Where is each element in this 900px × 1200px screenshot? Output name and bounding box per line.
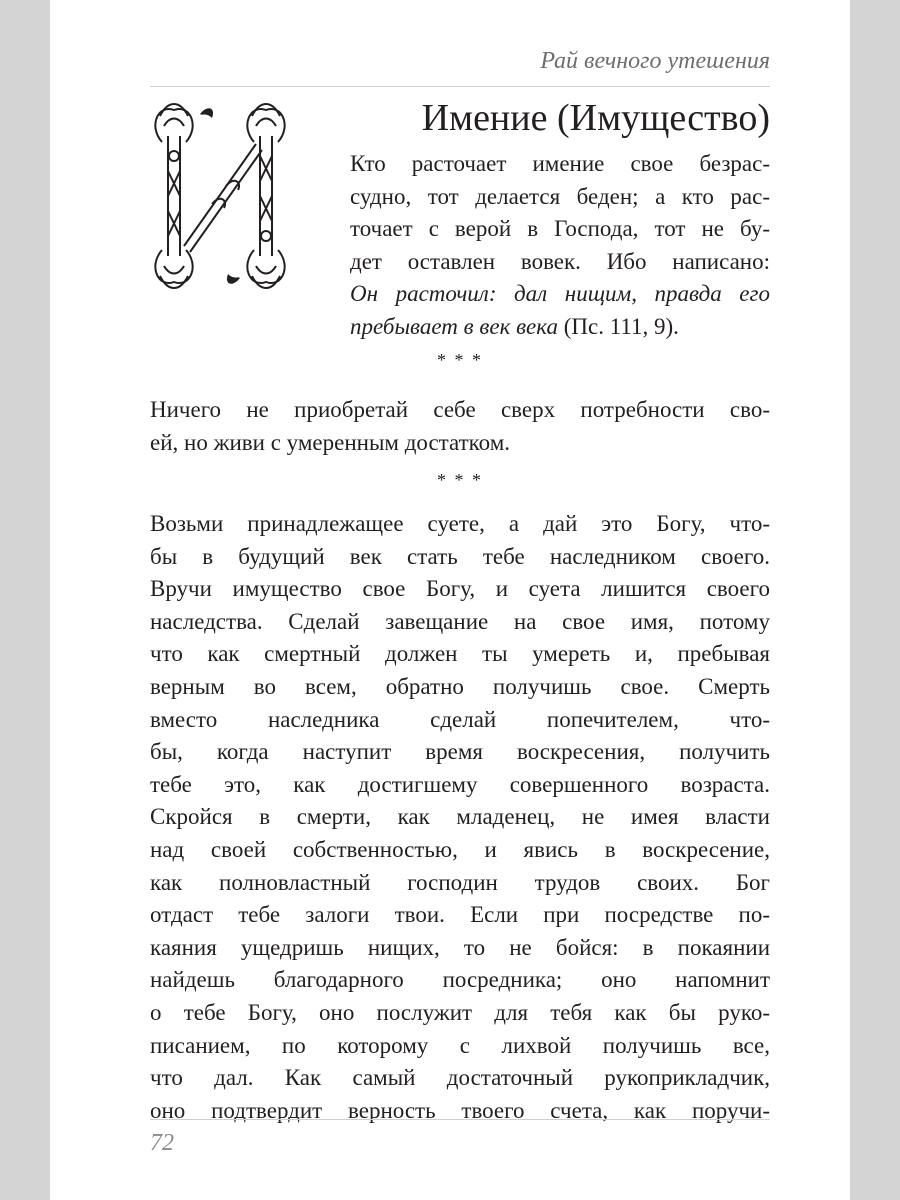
para-line: Скройся в смерти, как младенец, не имея власти: [150, 804, 770, 830]
para-line: оно подтвердит верность твоего счета, как поручи-: [150, 1097, 770, 1123]
para-line: отдаст тебе залоги твои. Если при посредстве по-: [150, 902, 770, 928]
article-title: Имение (Имущество): [421, 97, 770, 139]
scripture-quote-end: пребывает в век века: [350, 313, 558, 339]
first-para-line: Кто расточает имение свое безрас-: [350, 151, 770, 176]
first-para-last-line: [350, 311, 770, 344]
scripture-quote: Он расточил: дал нищим, правда его: [350, 281, 770, 307]
section-separator: * * *: [437, 350, 483, 370]
para-line: найдешь благодарного посредника; оно напомнит: [150, 967, 770, 993]
para-line: Вручи имущество свое Богу, и суета лишится своего: [150, 576, 770, 602]
para-line: вместо наследника сделай попечителем, что-: [150, 706, 770, 732]
para-line: верным во всем, обратно получишь свое. Смерть: [150, 673, 770, 699]
para-line: бы, когда наступит время воскресения, получить: [150, 739, 770, 765]
first-para-line: точает с верой в Господа, тот не бу-: [350, 216, 770, 242]
page-number: 72: [150, 1130, 174, 1156]
running-header: Рай вечного утешения: [540, 48, 770, 74]
first-paragraph: [350, 148, 770, 344]
para-line: тебе это, как достигшему совершенного возраста.: [150, 771, 770, 797]
para-line: наследства. Сделай завещание на свое имя, потому: [150, 608, 770, 634]
section-separator: * * *: [437, 470, 483, 490]
para-line: бы в будущий век стать тебе наследником своего.: [150, 543, 770, 569]
first-para-line: судно, тот делается беден; а кто рас-: [350, 183, 770, 209]
first-para-line: дет оставлен вовек. Ибо написано:: [350, 248, 770, 274]
third-paragraph: [150, 508, 770, 1127]
para-line: над своей собственностью, и явись в воскресение,: [150, 836, 770, 862]
right-margin-strip: [850, 0, 900, 1200]
para-line: каяния ущедришь нищих, то не бойся: в покаянии: [150, 934, 770, 960]
para-line: Возьми принадлежащее суете, а дай это Богу, что-: [150, 511, 770, 536]
left-margin-strip: [0, 0, 50, 1200]
footer-rule: [150, 1119, 770, 1120]
para-line: Ничего не приобретай себе сверх потребности сво-: [150, 397, 770, 422]
para-line: о тебе Богу, оно послужит для тебя как бы руко-: [150, 999, 770, 1025]
para-line: писанием, по которому с лихвой получишь все,: [150, 1032, 770, 1058]
para-line: ей, но живи с умеренным достатком.: [150, 429, 511, 455]
para-line: что дал. Как самый достаточный рукоприкладчик,: [150, 1065, 770, 1091]
header-rule: [150, 86, 770, 87]
para-line: как полновластный господин трудов своих. Бог: [150, 869, 770, 895]
para-line: что как смертный должен ты умереть и, пребывая: [150, 641, 770, 667]
scripture-reference: (Пс. 111, 9).: [557, 313, 679, 339]
first-para-quote-line: [350, 278, 770, 311]
ornamental-initial-i: [150, 96, 290, 301]
second-paragraph: [150, 394, 770, 459]
